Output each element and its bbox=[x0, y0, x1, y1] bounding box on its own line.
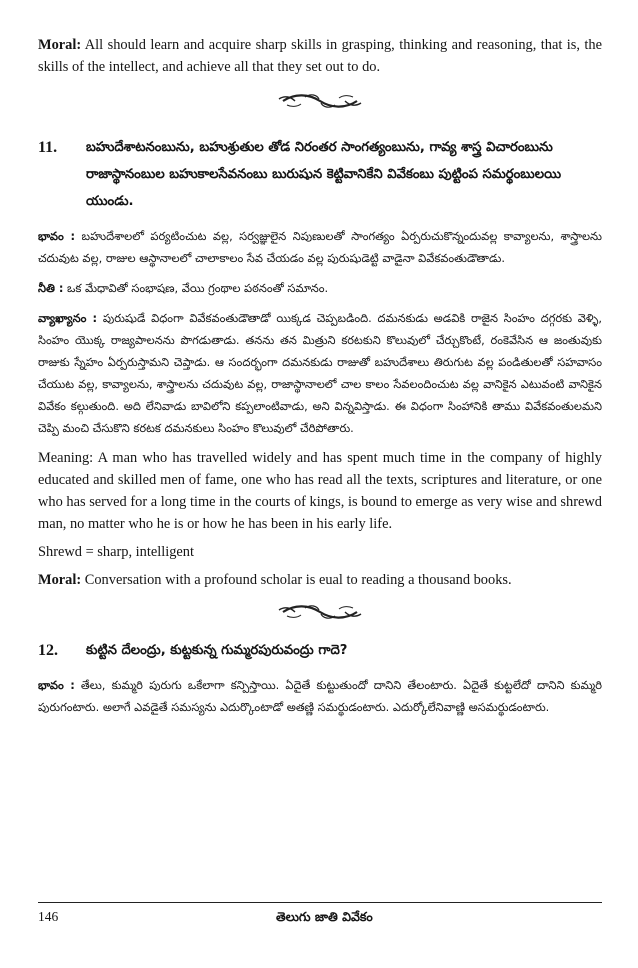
moral-label: Moral: bbox=[38, 572, 82, 588]
bhavam-text: తేలు, కుమ్మరి పురుగు ఒకేలాగా కన్పిస్తాయి. ఏదైతే కుట్టుతుందో దానిని తేలంటారు. ఏదైతే కుట్టలేదో దానిని కుమ్మరి పురుగంటారు. అలాగే ఎవడైతే సమస్యను ఎదుర్కొంటాడో అతణ్ణి సమర్థుడంటారు. ఎదుర్కోలేనివాణ్ణి అసమర్థుడంటారు. bbox=[38, 678, 602, 714]
page-footer bbox=[38, 902, 602, 924]
moral-label: Moral: bbox=[38, 37, 82, 53]
section-11-verse: బహుదేశాటనంబును, బహుశ్రుతుల తోడ నిరంతర సాంగత్యంబును, గావ్య శాస్త్ర విచారంబును రాజాస్థానంబుల బహుకాలసేవనంబు బురుషున కెట్టివానికేని వివేకంబు పుట్టింప సమర్థంబులయి యుండు. bbox=[86, 140, 562, 209]
ornament-icon bbox=[275, 602, 365, 622]
section-12-number: 12. bbox=[38, 642, 58, 659]
ornament-icon bbox=[275, 91, 365, 111]
bhavam-label: భావం : bbox=[38, 229, 76, 243]
section-11-meaning: Meaning: A man who has travelled widely and has spent much time in the company of highly educated and skilled men of fame, one who has read all the texts, scriptures and literature, or one who has served for a long time in the courts of kings, is bound to emerge as very wise and shrewd man, no matter who he is or how he has been in his early life. bbox=[38, 450, 602, 532]
section-11-moral bbox=[38, 569, 602, 591]
section-11-number: 11. bbox=[38, 139, 58, 156]
bhavam-text: బహుదేశాలలో పర్యటించుట వల్ల, సర్వజ్ఞులైన నిపుణులతో సాంగత్యం ఏర్పరుచుకొన్నందువల్ల కావ్యాలను, శాస్త్రాలను చదువుట వల్ల, రాజుల ఆస్థానాలలో చాలాకాలం సేవ చేయడం వల్ల పురుషుడెట్టి వాడైనా వివేకవంతుడౌతాడు. bbox=[38, 229, 602, 265]
book-title: తెలుగు జాతి వివేకం bbox=[276, 909, 373, 924]
vyakhyanam-label: వ్యాఖ్యానం : bbox=[38, 311, 98, 325]
neeti-text: ఒక మేధావితో సంభాషణ, వేయి గ్రంథాల పఠనంతో సమానం. bbox=[63, 281, 329, 295]
page-body bbox=[38, 34, 602, 726]
section-12-heading bbox=[38, 637, 602, 664]
moral-paragraph bbox=[38, 34, 602, 78]
section-12-bhavam bbox=[38, 674, 602, 718]
neeti-label: నీతి : bbox=[38, 281, 64, 295]
section-12-verse: కుట్టిన దేలంద్రు, కుట్టకున్న గుమ్మరపురువంద్రు గాదె? bbox=[86, 643, 348, 658]
ornament-divider bbox=[38, 599, 602, 625]
page-number: 146 bbox=[38, 909, 59, 924]
section-11-heading bbox=[38, 134, 602, 215]
ornament-divider bbox=[38, 88, 602, 114]
section-11-shrewd-note: Shrewd = sharp, intelligent bbox=[38, 544, 194, 560]
moral-text: All should learn and acquire sharp skills in grasping, thinking and reasoning, that is, the skills of the intellect, and achieve all that they set out to do. bbox=[38, 37, 602, 75]
section-11-vyakhyanam bbox=[38, 307, 602, 439]
section-11-neeti bbox=[38, 277, 602, 299]
bhavam-label: భావం : bbox=[38, 678, 75, 692]
vyakhyanam-text: పురుషుడే విధంగా వివేకవంతుడౌతాడో యిక్కడ చెప్పబడింది. దమనకుడు అడవికి రాజైన సింహం దగ్గరకు వెళ్ళి, సింహం యొక్క రాజ్యపాలనను పొగడుతాడు. తనను తన మిత్రుని కరటకుని కొలువులో చేర్చుకొంటే, రంకెవేసిన ఆ జంతువుకు రాజుకు స్నేహం ఏర్పరుస్తామని చెప్తాడు. ఆ సందర్భంగా దమనకుడు రాజుతో బహుదేశాలు తిరుగుట వల్ల పండితులతో సహవాసం చేయుట వల్ల, కావ్యాలను, శాస్త్రాలను చదువుట వల్ల, రాజాస్థానాలలో చాల కాలం సేవలందించుట వల్ల వానికైన ఎటువంటి వానికైన వివేకం కల్గుతుంది. అది లేనివాడు బావిలోని కప్పలాంటివాడు, అని విన్నవిస్తాడు. ఈ విధంగా సింహానికి తాము వివేకవంతులమని చెప్పి మంచి చేసుకొని కరటక దమనకులు సింహం కొలువులో చేరిపోతారు. bbox=[38, 311, 602, 435]
moral-text: Conversation with a profound scholar is eual to reading a thousand books. bbox=[81, 572, 512, 588]
section-11-bhavam bbox=[38, 225, 602, 269]
